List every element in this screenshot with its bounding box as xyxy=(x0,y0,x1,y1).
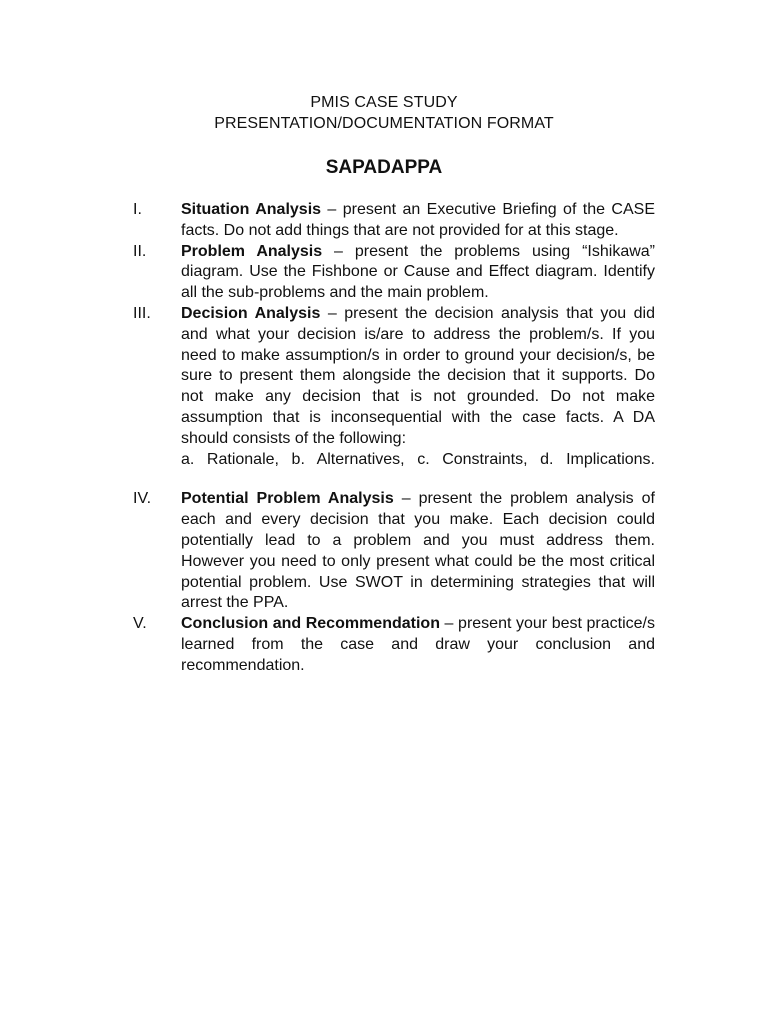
section-numeral: IV. xyxy=(133,490,152,508)
section-numeral: I. xyxy=(133,201,142,218)
section-heading: Problem Analysis xyxy=(181,242,323,260)
section-heading: Conclusion and Recommendation xyxy=(181,615,440,633)
section-conclusion-and-recommendation xyxy=(133,614,655,676)
document-title: SAPADAPPA xyxy=(325,157,443,178)
section-body: – present the problems using “Ishikawa” diagram. Use the Fishbone or Cause and Effect diagram. Identify all the sub-problems and the main problem. xyxy=(181,242,655,302)
section-body: – present the decision analysis that you did and what your decision is/are to address the problem/s. If you need to make assumption/s in order to ground your decision/s, be sure to present them alongside the decision that it supports. Do not make any decision that is not grounded. Do not make assumption that is inconsequential with the case facts. A DA should consists of the following: xyxy=(181,304,655,447)
section-situation-analysis xyxy=(133,200,655,242)
section-numeral: II. xyxy=(133,242,147,260)
section-heading: Situation Analysis xyxy=(181,201,322,218)
section-decision-analysis xyxy=(133,304,655,470)
section-sub-items: a. Rationale, b. Alternatives, c. Constraints, d. Implications. xyxy=(181,450,655,468)
section-potential-problem-analysis xyxy=(133,489,655,614)
header-line-course: PMIS CASE STUDY xyxy=(310,94,458,111)
section-numeral: III. xyxy=(133,304,151,322)
section-numeral: V. xyxy=(133,615,147,633)
section-body: – present an Executive Briefing of the CASE facts. Do not add things that are not provided for at this stage. xyxy=(181,201,655,239)
section-heading: Decision Analysis xyxy=(181,304,321,322)
header-line-format: PRESENTATION/DOCUMENTATION FORMAT xyxy=(214,115,554,132)
section-problem-analysis xyxy=(133,242,655,304)
section-body: – present the problem analysis of each and every decision that you make. Each decision could potentially lead to a problem and you must address them. However you need to only present what could be the most critical potential problem. Use SWOT in determining strategies that will arrest the PPA. xyxy=(181,490,655,612)
section-list xyxy=(133,200,655,677)
section-heading: Potential Problem Analysis xyxy=(181,490,394,508)
section-body: – present your best practice/s learned from the case and draw your conclusion and recommendation. xyxy=(181,615,655,674)
